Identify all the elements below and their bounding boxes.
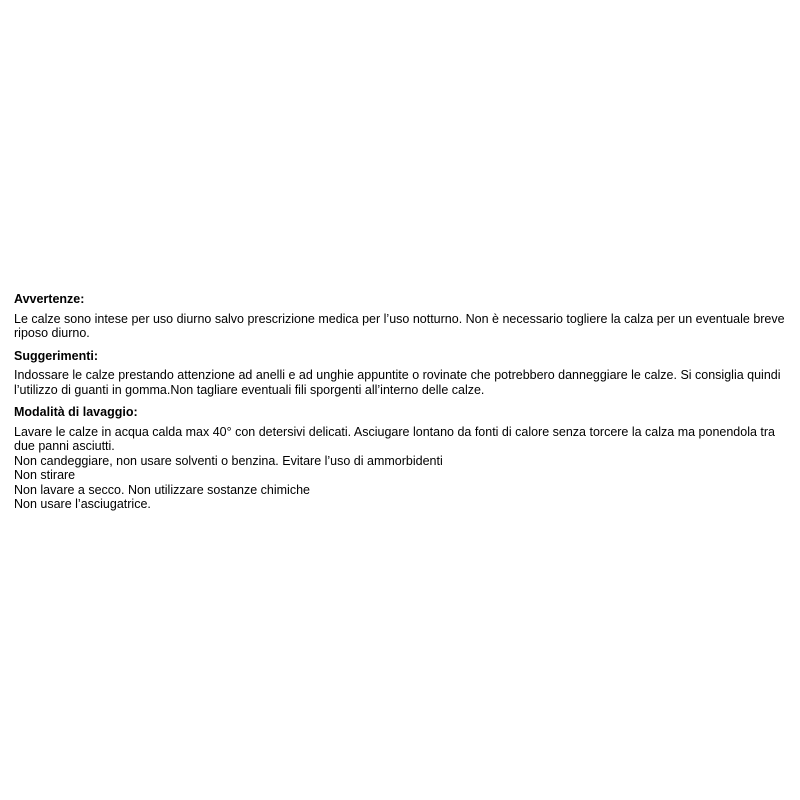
- section-heading: Modalità di lavaggio:: [14, 405, 138, 419]
- section-avvertenze: [14, 292, 792, 341]
- section-heading: Suggerimenti:: [14, 348, 99, 363]
- paragraph: Non usare l’asciugatrice.: [14, 497, 151, 511]
- section-modalita-di-lavaggio: [14, 405, 792, 512]
- paragraph: Non lavare a secco. Non utilizzare sostanze chimiche: [14, 482, 310, 497]
- paragraph: Non candeggiare, non usare solventi o benzina. Evitare l’uso di ammorbidenti: [14, 453, 443, 468]
- paragraph: Lavare le calze in acqua calda max 40° con detersivi delicati. Asciugare lontano da fonti di calore senza torcere la calza ma ponendola tra due panni asciutti.: [14, 424, 775, 453]
- paragraph: Indossare le calze prestando attenzione ad anelli e ad unghie appuntite o rovinate che potrebbero danneggiare le calze. Si consiglia quindi l’utilizzo di guanti in gomma.Non tagliare eventuali fili sporgenti all’interno delle calze.: [14, 368, 781, 397]
- paragraph: Non stirare: [14, 468, 76, 482]
- paragraph: Le calze sono intese per uso diurno salvo prescrizione medica per l’uso notturno. Non è necessario togliere la calza per un eventuale breve riposo diurno.: [14, 311, 785, 340]
- section-suggerimenti: [14, 349, 792, 398]
- section-heading: Avvertenze:: [14, 292, 85, 306]
- care-instructions-content: [14, 292, 792, 520]
